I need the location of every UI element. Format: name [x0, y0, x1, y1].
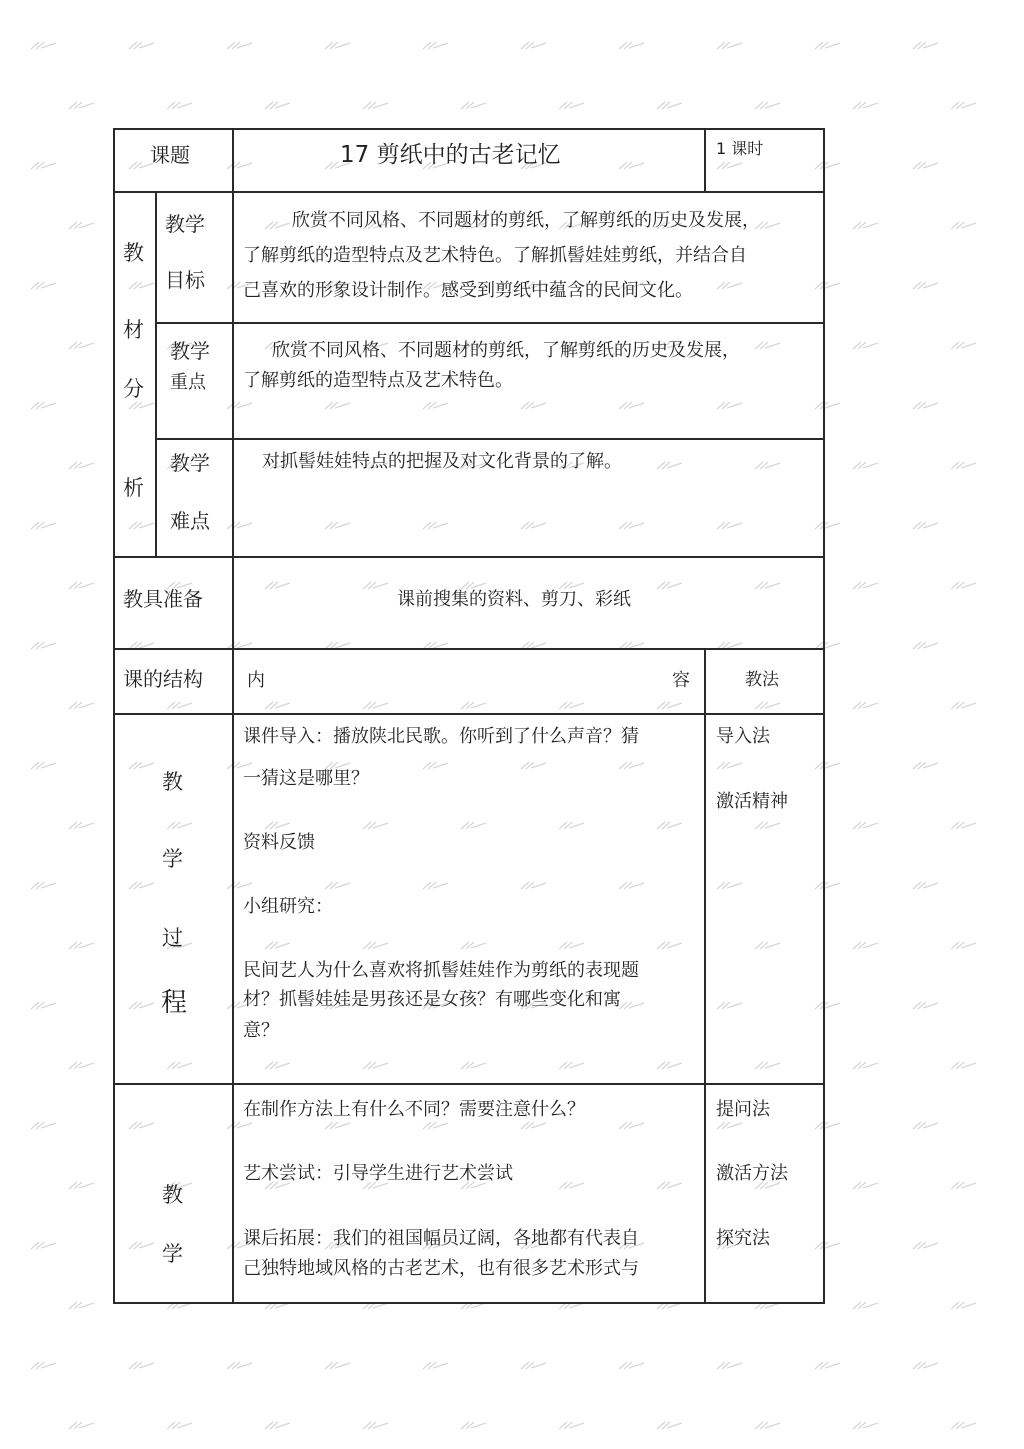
watermark-mark — [30, 1240, 58, 1250]
watermark-mark — [30, 520, 58, 530]
lesson-title: 17 剪纸中的古老记忆 — [340, 142, 561, 168]
watermark-mark — [950, 700, 978, 710]
watermark-mark — [520, 1120, 548, 1130]
watermark-mark — [68, 460, 96, 470]
watermark-mark — [656, 700, 684, 710]
content-header-right: 容 — [672, 670, 690, 691]
watermark-mark — [618, 160, 646, 170]
process-1-method: 导入法 — [716, 726, 770, 747]
watermark-mark — [30, 880, 58, 890]
watermark-mark — [716, 400, 744, 410]
watermark-mark — [30, 1120, 58, 1130]
process-2-content-line: 课后拓展：我们的祖国幅员辽阔，各地都有代表自 — [243, 1228, 639, 1249]
process-1-method: 激活精神 — [716, 791, 788, 812]
watermark-mark — [362, 700, 390, 710]
watermark-mark — [950, 460, 978, 470]
process-label-char: 教 — [162, 1183, 183, 1207]
process-2-content-line: 艺术尝试：引导学生进行艺术尝试 — [243, 1163, 513, 1184]
watermark-mark — [618, 1120, 646, 1130]
process-1-content-line: 意？ — [243, 1020, 279, 1041]
watermark-mark — [814, 880, 842, 890]
watermark-mark — [754, 100, 782, 110]
watermark-mark — [226, 400, 254, 410]
watermark-mark — [520, 40, 548, 50]
watermark-mark — [128, 760, 156, 770]
watermark-mark — [460, 1060, 488, 1070]
watermark-mark — [852, 340, 880, 350]
watermark-mark — [950, 220, 978, 230]
process-2-content-line: 在制作方法上有什么不同？需要注意什么？ — [243, 1099, 585, 1120]
watermark-mark — [558, 1420, 586, 1430]
watermark-mark — [520, 760, 548, 770]
watermark-mark — [754, 940, 782, 950]
watermark-mark — [618, 1000, 646, 1010]
watermark-mark — [460, 100, 488, 110]
watermark-mark — [422, 520, 450, 530]
lesson-hours: 1 课时 — [716, 139, 764, 158]
watermark-mark — [950, 100, 978, 110]
watermark-mark — [656, 460, 684, 470]
watermark-mark — [30, 160, 58, 170]
watermark-mark — [558, 1060, 586, 1070]
watermark-mark — [656, 820, 684, 830]
watermark-mark — [68, 220, 96, 230]
process-2-method: 提问法 — [716, 1099, 770, 1120]
watermark-mark — [656, 100, 684, 110]
watermark-mark — [30, 1000, 58, 1010]
watermark-mark — [716, 280, 744, 290]
watermark-mark — [68, 1300, 96, 1310]
watermark-mark — [264, 580, 292, 590]
method-header: 教法 — [745, 670, 779, 690]
structure-label: 课的结构 — [123, 667, 203, 691]
watermark-mark — [30, 40, 58, 50]
process-label-char: 学 — [162, 847, 183, 871]
objectives-text-line: 己喜欢的形象设计制作。感受到剪纸中蕴含的民间文化。 — [243, 280, 693, 301]
watermark-mark — [754, 340, 782, 350]
watermark-mark — [912, 1120, 940, 1130]
watermark-mark — [166, 1420, 194, 1430]
key-points-text-line: 了解剪纸的造型特点及艺术特色。 — [243, 370, 513, 391]
watermark-mark — [264, 100, 292, 110]
watermark-mark — [716, 760, 744, 770]
process-label-char: 程 — [161, 988, 188, 1018]
watermark-mark — [520, 400, 548, 410]
key-points-text-line: 欣赏不同风格、不同题材的剪纸，了解剪纸的历史及发展， — [272, 340, 740, 361]
watermark-mark — [68, 1420, 96, 1430]
process-label-char: 学 — [162, 1242, 183, 1266]
objectives-label-line1: 教学 — [165, 212, 205, 236]
watermark-mark — [422, 760, 450, 770]
watermark-mark — [264, 700, 292, 710]
materials-text: 课前搜集的资料、剪刀、彩纸 — [397, 589, 631, 610]
watermark-mark — [656, 1060, 684, 1070]
content-header-left: 内 — [247, 670, 265, 691]
watermark-mark — [754, 460, 782, 470]
analysis-label-char: 析 — [123, 476, 144, 500]
process-label-char: 教 — [162, 770, 183, 794]
watermark-mark — [362, 1060, 390, 1070]
watermark-mark — [912, 880, 940, 890]
watermark-mark — [950, 1420, 978, 1430]
watermark-mark — [852, 460, 880, 470]
watermark-mark — [422, 40, 450, 50]
watermark-mark — [460, 700, 488, 710]
watermark-mark — [362, 1420, 390, 1430]
watermark-mark — [324, 520, 352, 530]
watermark-mark — [520, 880, 548, 890]
watermark-mark — [264, 940, 292, 950]
watermark-mark — [618, 760, 646, 770]
process-label-char: 过 — [162, 926, 183, 950]
objectives-text-line: 欣赏不同风格、不同题材的剪纸，了解剪纸的历史及发展， — [292, 210, 760, 231]
process-1-content-line: 课件导入：播放陕北民歌。你听到了什么声音？猜 — [243, 726, 639, 747]
analysis-label-char: 分 — [123, 377, 144, 401]
watermark-mark — [166, 700, 194, 710]
watermark-mark — [912, 1360, 940, 1370]
watermark-mark — [324, 400, 352, 410]
watermark-mark — [814, 400, 842, 410]
watermark-mark — [520, 520, 548, 530]
process-2-method: 探究法 — [716, 1228, 770, 1249]
watermark-mark — [422, 400, 450, 410]
watermark-mark — [754, 580, 782, 590]
watermark-mark — [226, 880, 254, 890]
watermark-mark — [226, 40, 254, 50]
watermark-mark — [852, 1060, 880, 1070]
watermark-mark — [950, 340, 978, 350]
watermark-mark — [912, 1240, 940, 1250]
watermark-mark — [422, 1120, 450, 1130]
watermark-mark — [618, 880, 646, 890]
watermark-mark — [950, 820, 978, 830]
watermark-mark — [128, 1000, 156, 1010]
watermark-mark — [716, 40, 744, 50]
watermark-mark — [128, 880, 156, 890]
analysis-label-char: 材 — [123, 318, 144, 342]
watermark-mark — [264, 820, 292, 830]
watermark-mark — [912, 760, 940, 770]
watermark-mark — [950, 1300, 978, 1310]
watermark-mark — [814, 1120, 842, 1130]
watermark-mark — [814, 1360, 842, 1370]
watermark-mark — [362, 940, 390, 950]
analysis-label-char: 教 — [123, 241, 144, 265]
watermark-mark — [422, 1360, 450, 1370]
watermark-mark — [68, 100, 96, 110]
watermark-mark — [558, 820, 586, 830]
watermark-mark — [814, 520, 842, 530]
key-points-label-line1: 教学 — [170, 339, 210, 363]
watermark-mark — [852, 100, 880, 110]
watermark-mark — [618, 1360, 646, 1370]
watermark-mark — [68, 340, 96, 350]
watermark-mark — [852, 1180, 880, 1190]
watermark-mark — [912, 1000, 940, 1010]
watermark-mark — [30, 760, 58, 770]
watermark-mark — [852, 940, 880, 950]
watermark-mark — [950, 1180, 978, 1190]
watermark-mark — [264, 1060, 292, 1070]
topic-label: 课题 — [150, 143, 190, 167]
watermark-mark — [226, 1360, 254, 1370]
process-1-content-line: 资料反馈 — [243, 832, 315, 853]
watermark-mark — [814, 40, 842, 50]
watermark-mark — [166, 100, 194, 110]
watermark-mark — [128, 1360, 156, 1370]
watermark-mark — [814, 280, 842, 290]
watermark-mark — [814, 760, 842, 770]
watermark-mark — [128, 520, 156, 530]
watermark-mark — [852, 220, 880, 230]
watermark-mark — [716, 520, 744, 530]
watermark-mark — [852, 1420, 880, 1430]
watermark-mark — [950, 580, 978, 590]
watermark-mark — [950, 940, 978, 950]
watermark-mark — [814, 1000, 842, 1010]
difficulties-label-line1: 教学 — [170, 451, 210, 475]
watermark-mark — [128, 1240, 156, 1250]
watermark-mark — [716, 1360, 744, 1370]
watermark-mark — [324, 880, 352, 890]
watermark-mark — [30, 280, 58, 290]
watermark-mark — [912, 160, 940, 170]
watermark-mark — [618, 40, 646, 50]
watermark-mark — [128, 280, 156, 290]
materials-label: 教具准备 — [123, 587, 203, 611]
watermark-mark — [166, 1060, 194, 1070]
process-1-content-line: 一猜这是哪里？ — [243, 768, 369, 789]
watermark-mark — [68, 700, 96, 710]
watermark-mark — [912, 280, 940, 290]
process-1-content-line: 小组研究： — [243, 896, 333, 917]
watermark-mark — [166, 820, 194, 830]
watermark-mark — [754, 700, 782, 710]
process-1-content-line: 民间艺人为什么喜欢将抓髻娃娃作为剪纸的表现题 — [243, 960, 639, 981]
watermark-mark — [618, 400, 646, 410]
watermark-mark — [68, 820, 96, 830]
difficulties-label-line2: 难点 — [170, 509, 210, 533]
watermark-mark — [226, 520, 254, 530]
watermark-mark — [912, 40, 940, 50]
watermark-mark — [30, 640, 58, 650]
watermark-mark — [128, 1120, 156, 1130]
watermark-mark — [754, 1060, 782, 1070]
watermark-mark — [754, 820, 782, 830]
watermark-mark — [558, 940, 586, 950]
watermark-mark — [128, 40, 156, 50]
watermark-mark — [324, 1360, 352, 1370]
watermark-mark — [68, 580, 96, 590]
watermark-mark — [814, 1240, 842, 1250]
watermark-mark — [422, 880, 450, 890]
watermark-mark — [852, 1300, 880, 1310]
watermark-mark — [362, 820, 390, 830]
objectives-label-line2: 目标 — [165, 268, 205, 292]
watermark-mark — [324, 40, 352, 50]
watermark-mark — [912, 640, 940, 650]
watermark-mark — [950, 1060, 978, 1070]
key-points-label-line2: 重点 — [170, 372, 206, 393]
process-1-content-line: 材？抓髻娃娃是男孩还是女孩？有哪些变化和寓 — [243, 989, 621, 1010]
watermark-mark — [912, 400, 940, 410]
watermark-mark — [716, 880, 744, 890]
watermark-mark — [226, 160, 254, 170]
watermark-mark — [68, 940, 96, 950]
watermark-mark — [558, 700, 586, 710]
watermark-mark — [656, 940, 684, 950]
watermark-mark — [716, 160, 744, 170]
watermark-mark — [460, 1420, 488, 1430]
watermark-mark — [754, 1420, 782, 1430]
watermark-mark — [656, 1180, 684, 1190]
watermark-mark — [362, 100, 390, 110]
watermark-mark — [30, 1360, 58, 1370]
watermark-mark — [656, 1420, 684, 1430]
watermark-mark — [128, 400, 156, 410]
watermark-mark — [460, 940, 488, 950]
watermark-mark — [558, 1180, 586, 1190]
watermark-mark — [912, 520, 940, 530]
watermark-mark — [68, 1060, 96, 1070]
watermark-mark — [814, 160, 842, 170]
difficulties-text: 对抓髻娃娃特点的把握及对文化背景的了解。 — [262, 451, 622, 472]
process-2-method: 激活方法 — [716, 1163, 788, 1184]
watermark-mark — [226, 1120, 254, 1130]
watermark-mark — [362, 580, 390, 590]
watermark-mark — [852, 700, 880, 710]
watermark-mark — [618, 520, 646, 530]
watermark-mark — [852, 580, 880, 590]
watermark-mark — [30, 400, 58, 410]
process-2-content-line: 己独特地域风格的古老艺术，也有很多艺术形式与 — [243, 1258, 639, 1279]
watermark-mark — [716, 1000, 744, 1010]
watermark-mark — [558, 100, 586, 110]
watermark-mark — [520, 1360, 548, 1370]
watermark-mark — [68, 1180, 96, 1190]
watermark-mark — [324, 1120, 352, 1130]
watermark-mark — [264, 220, 292, 230]
watermark-mark — [460, 820, 488, 830]
objectives-text-line: 了解剪纸的造型特点及艺术特色。了解抓髻娃娃剪纸，并结合自 — [243, 245, 747, 266]
watermark-mark — [656, 580, 684, 590]
watermark-mark — [852, 820, 880, 830]
watermark-mark — [264, 1420, 292, 1430]
watermark-mark — [716, 1120, 744, 1130]
